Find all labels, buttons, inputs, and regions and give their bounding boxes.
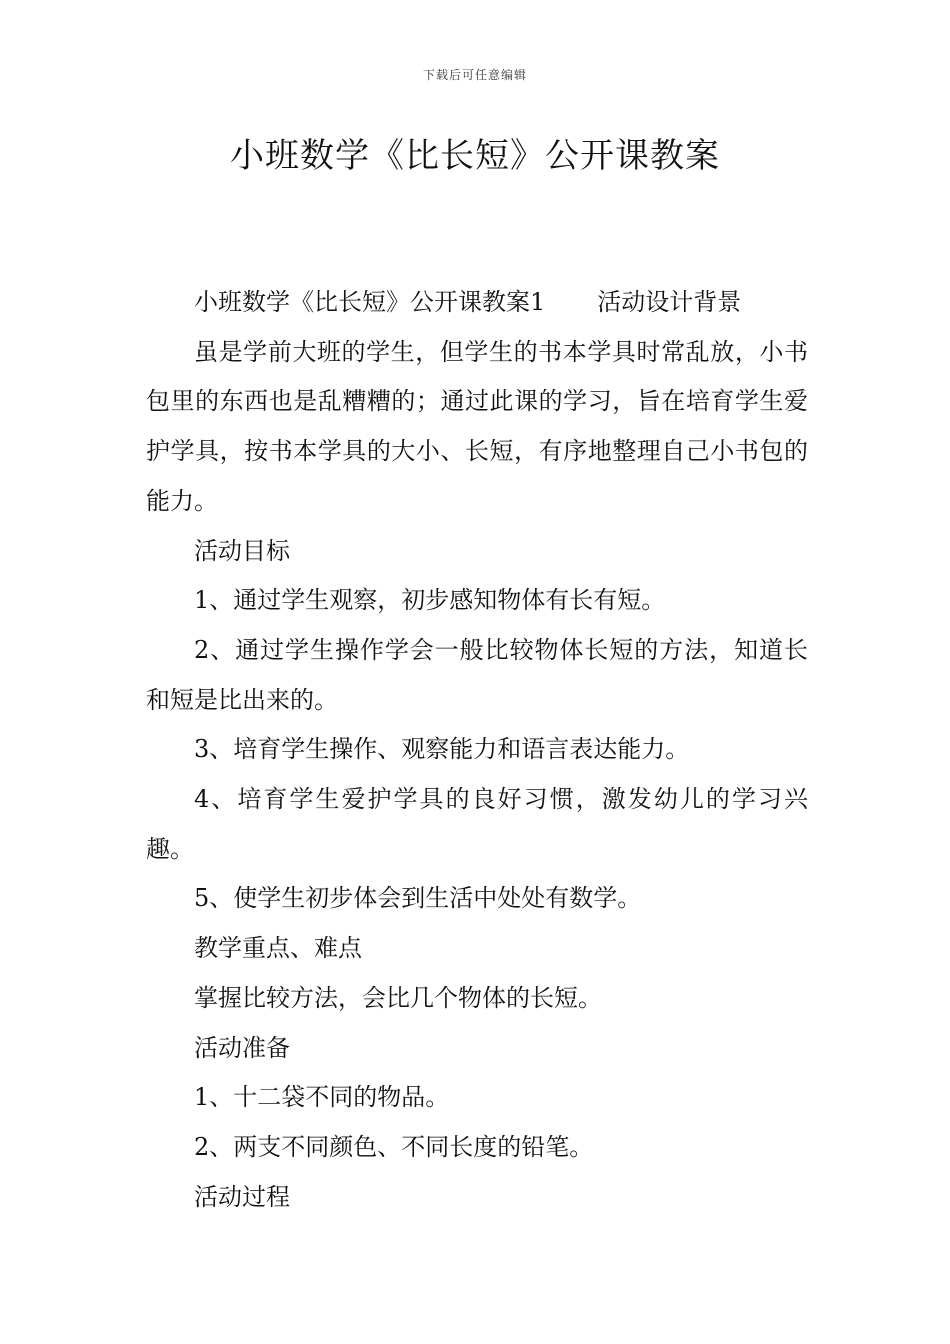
intro-line: [146, 278, 808, 328]
paragraph-background: 虽是学前大班的学生，但学生的书本学具时常乱放，小书包里的东西也是乱糟糟的；通过此课的学习，旨在培育学生爱护学具，按书本学具的大小、长短，有序地整理自己小书包的能力。: [146, 337, 808, 515]
intro-heading: 小班数学《比长短》公开课教案1: [194, 288, 546, 316]
document-body: [146, 278, 808, 1222]
preparation-item-2: 2、两支不同颜色、不同长度的铅笔。: [194, 1132, 594, 1161]
goal-item-3: 3、培育学生操作、观察能力和语言表达能力。: [194, 735, 690, 764]
header-note: 下载后可任意编辑: [422, 68, 527, 82]
goal-item-5: 5、使学生初步体会到生活中处处有数学。: [194, 884, 642, 913]
section-heading-process: 活动过程: [194, 1182, 290, 1211]
section-heading-preparation: 活动准备: [194, 1033, 290, 1062]
preparation-item-1: 1、十二袋不同的物品。: [194, 1083, 450, 1112]
section-heading-background: 活动设计背景: [597, 288, 742, 316]
goal-item-2: 2、通过学生操作学会一般比较物体长短的方法，知道长和短是比出来的。: [146, 635, 808, 714]
document-title: 小班数学《比长短》公开课教案: [230, 136, 720, 176]
goal-item-4: 4、培育学生爱护学具的良好习惯，激发幼儿的学习兴趣。: [146, 785, 808, 863]
goal-item-1: 1、通过学生观察，初步感知物体有长有短。: [194, 586, 666, 615]
section-heading-goals: 活动目标: [194, 536, 290, 565]
section-heading-key-points: 教学重点、难点: [194, 934, 362, 963]
key-points-text: 掌握比较方法，会比几个物体的长短。: [194, 983, 602, 1012]
